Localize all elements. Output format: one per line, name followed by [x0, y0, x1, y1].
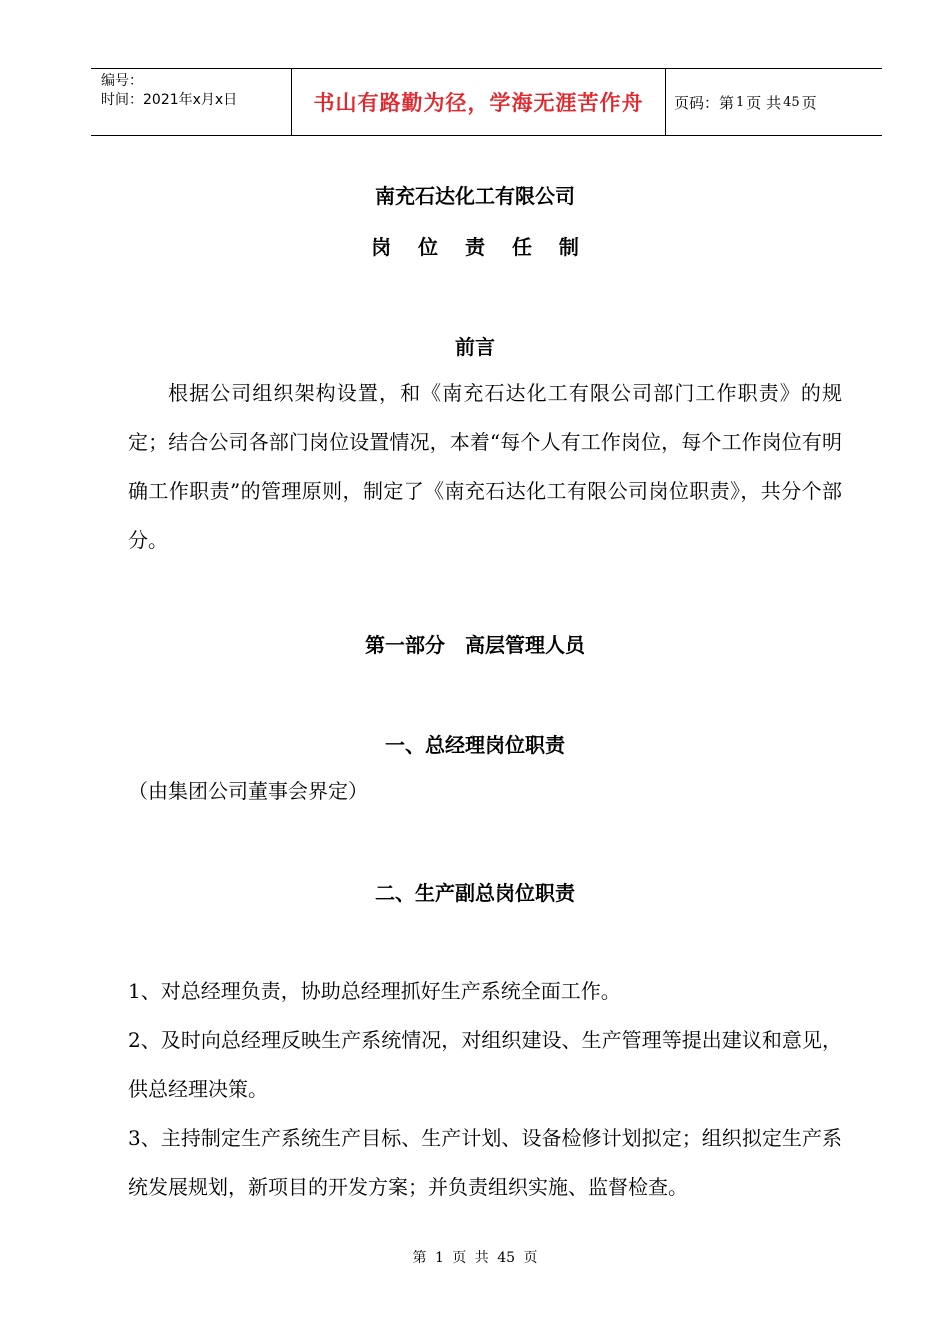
section1-heading: 一、总经理岗位职责 [385, 733, 565, 757]
part-heading: 第一部分 高层管理人员 [365, 633, 585, 657]
list-item: 2、及时向总经理反映生产系统情况，对组织建设、生产管理等提出建议和意见，供总经理决策。 [128, 1028, 842, 1101]
header-meta-cell [91, 69, 292, 135]
header-page-total: 45 [783, 94, 800, 110]
section1-note: （由集团公司董事会界定） [128, 779, 368, 803]
page-header-table [91, 68, 882, 136]
header-code-label: 编号： [101, 73, 143, 89]
section2-duty-list [128, 967, 842, 1212]
preface-paragraph: 根据公司组织架构设置，和《南充石达化工有限公司部门工作职责》的规定；结合公司各部门岗位设置情况，本着“每个人有工作岗位，每个工作岗位有明确工作职责”的管理原则，制定了《南充石达化工有限公司岗位职责》，共分个部分。 [128, 381, 842, 552]
page-footer: 第 1 页 共 45 页 [412, 1250, 538, 1266]
header-page-info [666, 69, 882, 135]
list-item: 3、主持制定生产系统生产目标、生产计划、设备检修计划拟定；组织拟定生产系统发展规划，新项目的开发方案；并负责组织实施、监督检查。 [128, 1126, 842, 1199]
preface-heading: 前言 [455, 335, 495, 359]
header-time-label: 时间：2021年x月x日 [101, 92, 238, 108]
header-page-suffix: 页 [801, 93, 817, 112]
header-page-mid: 页 共 [746, 93, 782, 112]
header-motto: 书山有路勤为径，学海无涯苦作舟 [292, 69, 666, 135]
list-item: 1、对总经理负责，协助总经理抓好生产系统全面工作。 [128, 979, 621, 1003]
header-page-current: 1 [736, 94, 745, 110]
header-page-prefix: 页码：第 [674, 93, 735, 112]
document-title: 岗 位 责 任 制 [371, 235, 589, 259]
section2-heading: 二、生产副总岗位职责 [375, 881, 575, 905]
company-title: 南充石达化工有限公司 [375, 184, 575, 208]
